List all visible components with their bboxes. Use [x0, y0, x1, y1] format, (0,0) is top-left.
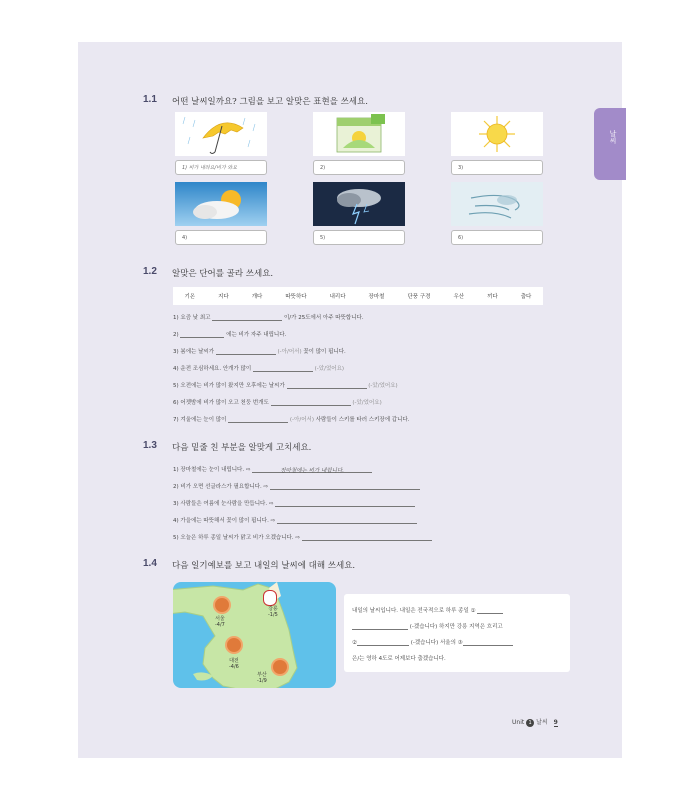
answer-box[interactable] [175, 230, 267, 245]
unit-number-badge: 1 [526, 719, 534, 727]
footer-unit-title: 날씨 [536, 719, 548, 726]
forecast-line [352, 622, 503, 630]
exercise-line [173, 330, 286, 338]
answer-blank[interactable]: 장마철에는 비가 내립니다. [252, 466, 372, 473]
footer-unit: Unit [512, 719, 525, 726]
answer-blank[interactable] [180, 331, 224, 338]
answer-blank[interactable] [216, 348, 276, 355]
line-text: 1) 요즘 낮 최고 [173, 315, 211, 321]
answer-blank[interactable] [228, 416, 288, 423]
side-tab-label: 날씨 [609, 130, 617, 144]
exercise-line [173, 499, 415, 507]
grammar-hint: (-았/었어요) [368, 383, 398, 389]
answer-text: 6) [458, 235, 464, 241]
line-text: 7) 겨울에는 눈이 많이 [173, 417, 227, 423]
line-text: (-겠습니다) 서울의 ③ [410, 640, 463, 646]
city-temp: -4/7 [215, 622, 225, 628]
section-number: 1.1 [143, 94, 157, 105]
word-bank-item: 끼다 [487, 294, 498, 300]
forecast-line [352, 654, 446, 662]
exercise-line [173, 313, 364, 321]
answer-blank[interactable] [352, 623, 408, 630]
word-bank [173, 287, 543, 305]
city-temp: -1/9 [257, 678, 267, 684]
city-name: 강릉 [268, 606, 278, 612]
city-label [229, 658, 239, 670]
line-text: 4) 운전 조심하세요. 안개가 많이 [173, 366, 252, 372]
line-text: 꽃이 많이 핍니다. [303, 349, 346, 355]
section-title: 알맞은 단어를 골라 쓰세요. [172, 269, 274, 279]
answer-box[interactable] [313, 160, 405, 175]
exercise-line [173, 465, 372, 473]
answer-blank[interactable] [277, 517, 417, 524]
page-footer [512, 717, 558, 727]
answer-blank[interactable] [275, 500, 415, 507]
city-name: 대전 [229, 658, 239, 664]
section-number: 1.2 [143, 266, 157, 277]
answer-blank[interactable] [270, 483, 420, 490]
answer-blank[interactable] [357, 639, 409, 646]
line-text: 사람들이 스키를 타러 스키장에 갑니다. [315, 417, 410, 423]
word-bank-item: 지다 [218, 294, 229, 300]
city-label [215, 616, 225, 628]
word-bank-item: 단풍 구경 [407, 294, 431, 300]
answer-blank[interactable] [463, 639, 513, 646]
word-bank-item: 따뜻하다 [285, 294, 307, 300]
section-title: 다음 일기예보를 보고 내일의 날씨에 대해 쓰세요. [172, 561, 356, 571]
section-number: 1.4 [143, 558, 157, 569]
answer-text: 3) [458, 165, 464, 171]
grammar-hint: (-았/었어요) [352, 400, 382, 406]
city-temp: -4/6 [229, 664, 239, 670]
line-text: 3) 사람들은 여름에 눈사람을 만듭니다. ⇨ [173, 501, 274, 507]
answer-blank[interactable] [271, 399, 351, 406]
umbrella-rain-icon [175, 112, 267, 156]
line-text: 은/는 영하 4도로 어제보다 춥겠습니다. [352, 656, 446, 662]
line-text: 6) 어젯밤에 비가 많이 오고 천둥 번개도 [173, 400, 269, 406]
korea-weather-map [173, 582, 336, 688]
forecast-text-box [344, 594, 570, 672]
answer-blank[interactable] [302, 534, 432, 541]
exercise-line [173, 482, 420, 490]
word-bank-item: 춥다 [520, 294, 532, 300]
city-temp: -1/5 [268, 612, 278, 618]
answer-box[interactable] [451, 230, 543, 245]
city-label [268, 606, 278, 618]
answer-text: 5) [320, 235, 326, 241]
exercise-line [173, 533, 432, 541]
answer-blank[interactable] [287, 382, 367, 389]
line-text: 4) 가을에는 따뜻해서 꽃이 많이 핍니다. ⇨ [173, 518, 276, 524]
wind-icon [451, 182, 543, 226]
section-title: 어떤 날씨일까요? 그림을 보고 알맞은 표현을 쓰세요. [172, 97, 368, 107]
line-text: ② [352, 640, 357, 646]
sun-icon [215, 598, 229, 612]
answer-text: 2) [320, 165, 326, 171]
word-bank-item: 우산 [453, 294, 465, 300]
line-text: 에는 비가 자주 내립니다. [226, 332, 287, 338]
answer-text: 1) 비가 내려요/비가 와요 [182, 165, 238, 171]
line-text: 3) 봄에는 날씨가 [173, 349, 215, 355]
thunderstorm-icon [313, 182, 405, 226]
chapter-side-tab [594, 108, 626, 180]
city-name: 서울 [215, 616, 225, 622]
line-text: 이/가 25도에서 아주 따뜻합니다. [283, 315, 364, 321]
line-text: 1) 장마철에는 눈이 내립니다. ⇨ [173, 467, 251, 473]
sun-cloud-icon [175, 182, 267, 226]
exercise-line [173, 415, 410, 423]
sun-icon [273, 660, 287, 674]
line-text: 2) 비가 오면 선글라스가 필요합니다. ⇨ [173, 484, 269, 490]
answer-blank[interactable] [212, 314, 282, 321]
calendar-icon [313, 112, 405, 156]
exercise-line [173, 381, 398, 389]
section-number: 1.3 [143, 440, 157, 451]
exercise-line [173, 398, 382, 406]
word-bank-item: 내리다 [329, 294, 346, 300]
sun-icon [451, 112, 543, 156]
exercise-line [173, 364, 344, 372]
line-text: 내일의 날씨입니다. 내일은 전국적으로 하루 종일 ① [352, 608, 476, 614]
answer-blank[interactable] [477, 607, 503, 614]
grammar-hint: (-아/어서) [277, 349, 302, 355]
forecast-line [352, 638, 513, 646]
line-text: 5) 오전에는 비가 많이 왔지만 오후에는 날씨가 [173, 383, 285, 389]
answer-blank[interactable] [253, 365, 313, 372]
answer-text: 4) [182, 235, 188, 241]
line-text: 2) [173, 332, 179, 338]
umbrella-rain-icon [263, 590, 277, 606]
word-bank-item: 장마철 [368, 294, 385, 300]
line-text: (-겠습니다) 하지만 강릉 지역은 흐리고 [409, 624, 503, 630]
section-title: 다음 밑줄 친 부분을 알맞게 고치세요. [172, 443, 312, 453]
answer-box[interactable] [175, 160, 267, 175]
answer-box[interactable] [313, 230, 405, 245]
word-bank-item: 기온 [184, 294, 196, 300]
page-number: 9 [553, 719, 558, 726]
answer-box[interactable] [451, 160, 543, 175]
city-name: 부산 [257, 672, 267, 678]
grammar-hint: (-았/었어요) [314, 366, 345, 372]
grammar-hint: (-아/어서) [289, 417, 314, 423]
exercise-line [173, 516, 417, 524]
forecast-line [352, 606, 503, 614]
sun-icon [227, 638, 241, 652]
line-text: 5) 오늘은 하루 종일 날씨가 맑고 비가 오겠습니다. ⇨ [173, 535, 300, 541]
word-bank-item: 개다 [251, 294, 263, 300]
exercise-line [173, 347, 346, 355]
city-label [257, 672, 267, 684]
